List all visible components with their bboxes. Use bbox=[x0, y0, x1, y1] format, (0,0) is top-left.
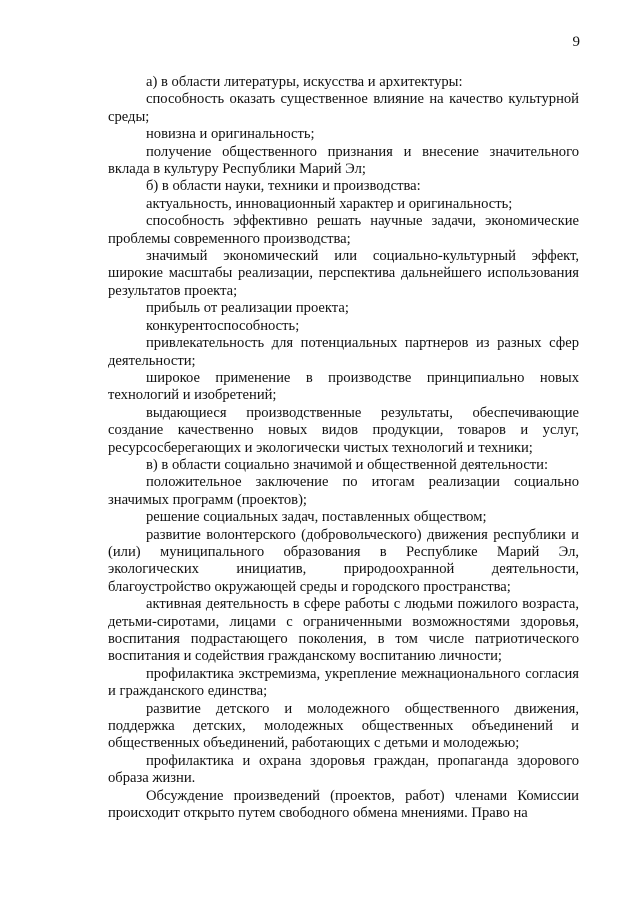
paragraph: решение социальных задач, поставленных обществом; bbox=[146, 509, 487, 526]
paragraph: актуальность, инновационный характер и оригинальность; bbox=[146, 195, 513, 212]
paragraph: конкурентоспособность; bbox=[146, 317, 300, 334]
paragraph: развитие детского и молодежного общественного движения, поддержка детских, молодежных общественных объединений и общественных объединений, работающих с детьми и молодежью; bbox=[108, 700, 579, 752]
document-body bbox=[108, 74, 579, 822]
paragraph: положительное заключение по итогам реализации социально значимых программ (проектов); bbox=[108, 474, 579, 508]
paragraph: прибыль от реализации проекта; bbox=[146, 300, 349, 317]
paragraph: в) в области социально значимой и общественной деятельности: bbox=[146, 456, 549, 473]
paragraph: привлекательность для потенциальных партнеров из разных сфер деятельности; bbox=[108, 335, 579, 369]
paragraph: значимый экономический или социально-культурный эффект, широкие масштабы реализации, перспектива дальнейшего использования результатов проекта; bbox=[108, 248, 579, 299]
paragraph: профилактика экстремизма, укрепление межнационального согласия и гражданского единства; bbox=[108, 665, 579, 700]
page-number: 9 bbox=[572, 34, 580, 50]
paragraph: способность эффективно решать научные задачи, экономические проблемы современного производства; bbox=[108, 213, 579, 247]
paragraph: б) в области науки, техники и производства: bbox=[146, 178, 421, 195]
paragraph: способность оказать существенное влияние на качество культурной среды; bbox=[108, 91, 579, 125]
paragraph: Обсуждение произведений (проектов, работ) членами Комиссии происходит открыто путем свободного обмена мнениями. Право на bbox=[108, 787, 579, 822]
paragraph: получение общественного признания и внесение значительного вклада в культуру Республики Марий Эл; bbox=[108, 143, 579, 178]
paragraph: активная деятельность в сфере работы с людьми пожилого возраста, детьми-сиротами, лицами с ограниченными возможностями здоровья, воспитания подрастающего поколения, в том числе патриотического воспитания и содействия гражданскому воспитанию личности; bbox=[108, 596, 579, 665]
paragraph: а) в области литературы, искусства и архитектуры: bbox=[146, 74, 463, 90]
paragraph: выдающиеся производственные результаты, обеспечивающие создание качественно новых видов продукции, товаров и услуг, ресурсосберегающих и экологически чистых технологий и техники; bbox=[108, 404, 579, 456]
paragraph: развитие волонтерского (добровольческого) движения республики и (или) муниципального образования в Республике Марий Эл, экологических инициатив, природоохранной деятельности, благоустройство окружающей среды и городского пространства; bbox=[108, 526, 579, 595]
paragraph: широкое применение в производстве принципиально новых технологий и изобретений; bbox=[108, 369, 579, 404]
paragraph: новизна и оригинальность; bbox=[146, 126, 315, 143]
paragraph: профилактика и охрана здоровья граждан, пропаганда здорового образа жизни. bbox=[108, 752, 579, 787]
